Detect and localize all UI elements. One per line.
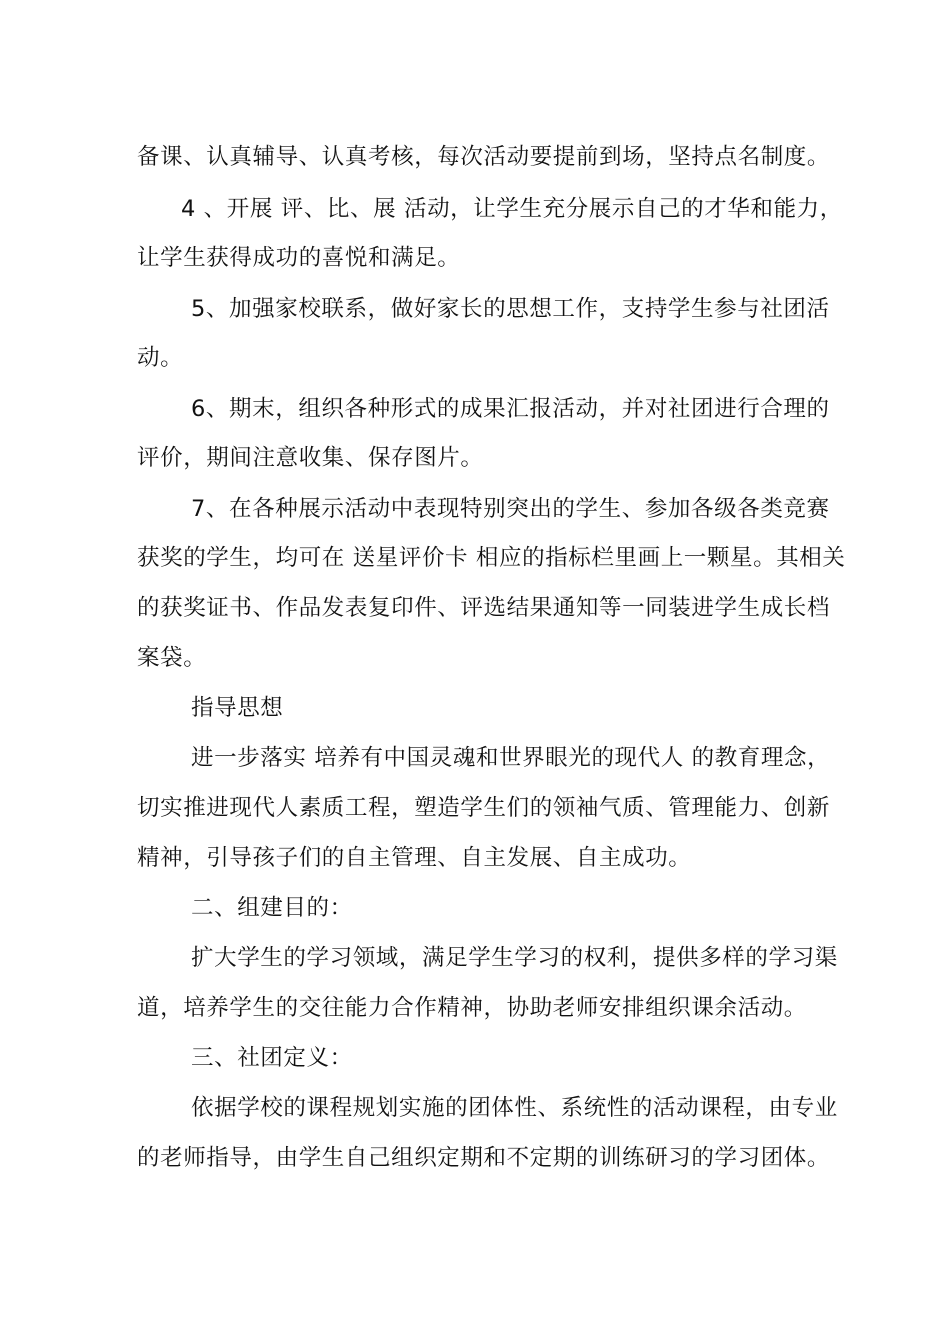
text-line: 道，培养学生的交往能力合作精神，协助老师安排组织课余活动。 xyxy=(137,995,807,1021)
text-line: 扩大学生的学习领域，满足学生学习的权利，提供多样的学习渠 xyxy=(191,945,838,971)
text-line: 6、期末，组织各种形式的成果汇报活动，并对社团进行合理的 xyxy=(191,396,830,422)
text-line: 备课、认真辅导、认真考核，每次活动要提前到场，坚持点名制度。 xyxy=(137,144,831,170)
text-line: 的老师指导，由学生自己组织定期和不定期的训练研习的学习团体。 xyxy=(137,1145,831,1171)
section-heading: 二、组建目的： xyxy=(191,895,353,921)
text-line: 动。 xyxy=(137,345,184,371)
section-heading: 指导思想 xyxy=(191,695,284,721)
text-line: 获奖的学生，均可在 送星评价卡 相应的指标栏里画上一颗星。其相关 xyxy=(137,545,846,571)
text-line: 4 、开展 评、比、展 活动，让学生充分展示自己的才华和能力， xyxy=(181,196,843,222)
text-line: 依据学校的课程规划实施的团体性、系统性的活动课程，由专业 xyxy=(191,1095,838,1121)
text-line: 评价，期间注意收集、保存图片。 xyxy=(137,445,484,471)
text-line: 切实推进现代人素质工程，塑造学生们的领袖气质、管理能力、创新 xyxy=(137,795,831,821)
text-line: 的获奖证书、作品发表复印件、评选结果通知等一同装进学生成长档 xyxy=(137,595,831,621)
text-line: 精神，引导孩子们的自主管理、自主发展、自主成功。 xyxy=(137,845,692,871)
section-heading: 三、社团定义： xyxy=(191,1045,353,1071)
text-line: 7、在各种展示活动中表现特别突出的学生、参加各级各类竞赛 xyxy=(191,496,830,522)
text-line: 5、加强家校联系，做好家长的思想工作，支持学生参与社团活 xyxy=(191,296,830,322)
text-line: 进一步落实 培养有中国灵魂和世界眼光的现代人 的教育理念， xyxy=(191,745,831,771)
text-line: 案袋。 xyxy=(137,645,207,671)
text-line: 让学生获得成功的喜悦和满足。 xyxy=(137,245,461,271)
